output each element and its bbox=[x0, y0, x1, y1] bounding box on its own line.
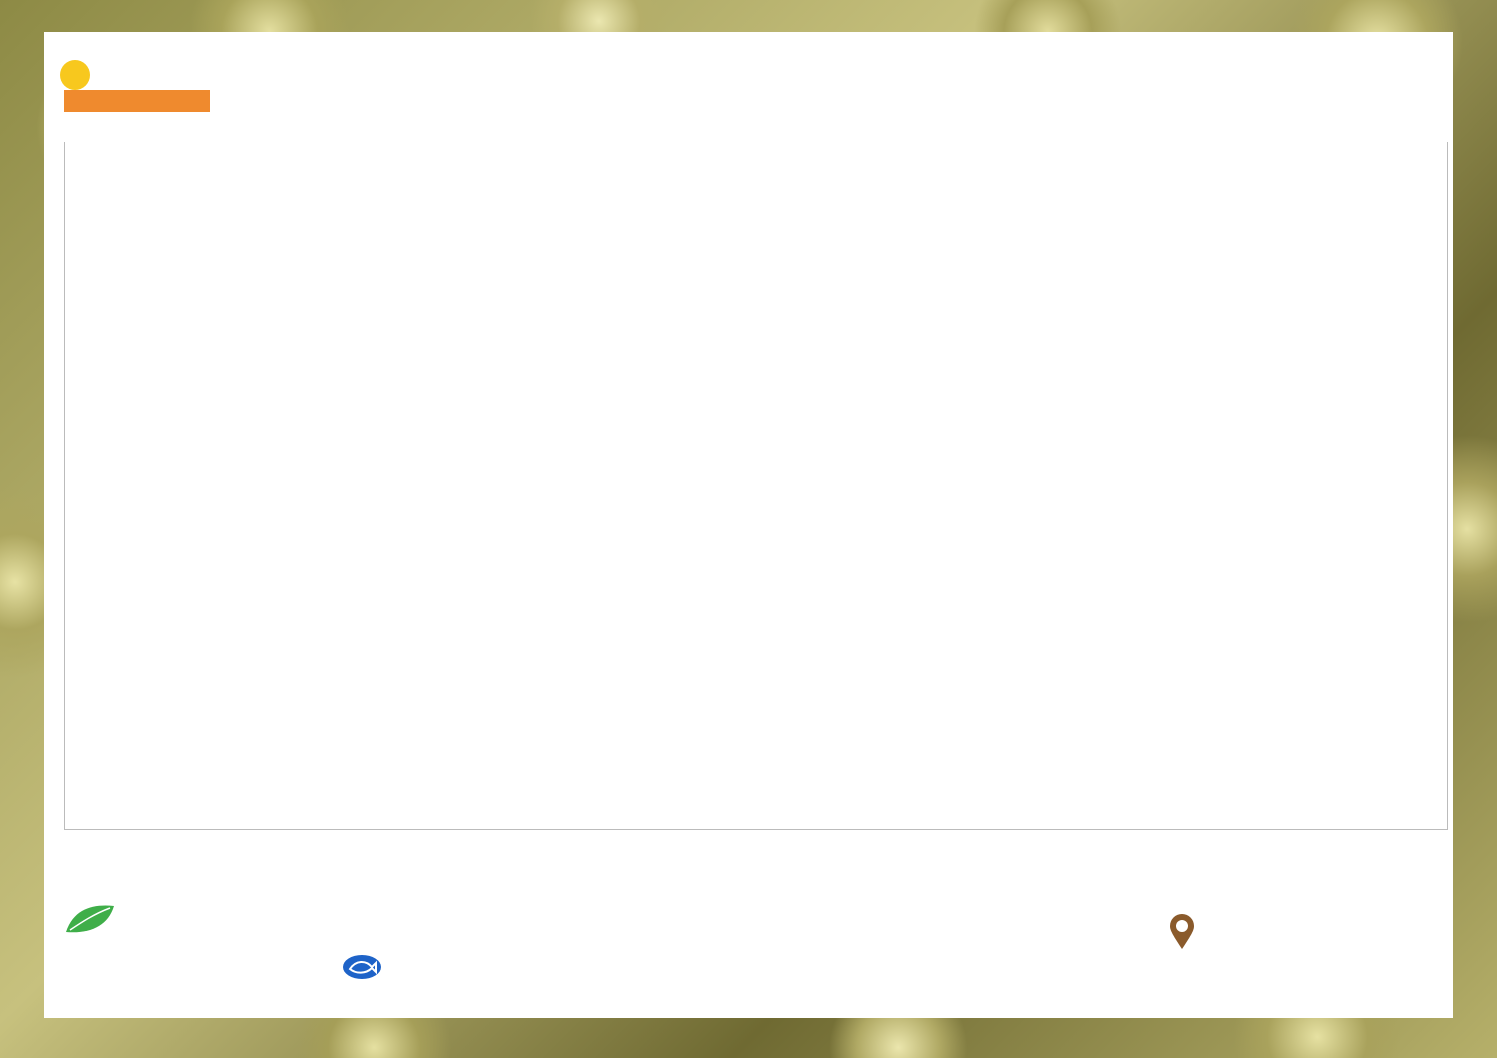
logo-band bbox=[64, 90, 210, 112]
pig-icon bbox=[1168, 958, 1200, 986]
map-pin-icon bbox=[1168, 914, 1196, 950]
legend-local bbox=[920, 916, 960, 950]
sun-icon bbox=[60, 60, 90, 90]
legend-veg bbox=[64, 904, 122, 934]
logo bbox=[58, 52, 218, 136]
legend-regional bbox=[1168, 914, 1202, 950]
legend bbox=[64, 900, 1444, 1000]
menu-grid bbox=[64, 142, 1448, 830]
msc-fish-icon bbox=[342, 954, 382, 980]
leaf-icon bbox=[64, 904, 116, 934]
legend-chef bbox=[920, 956, 958, 984]
legend-msc bbox=[342, 954, 388, 980]
legend-pork bbox=[1168, 958, 1206, 986]
chef-hat-icon bbox=[920, 956, 952, 984]
basket-icon bbox=[920, 916, 954, 950]
